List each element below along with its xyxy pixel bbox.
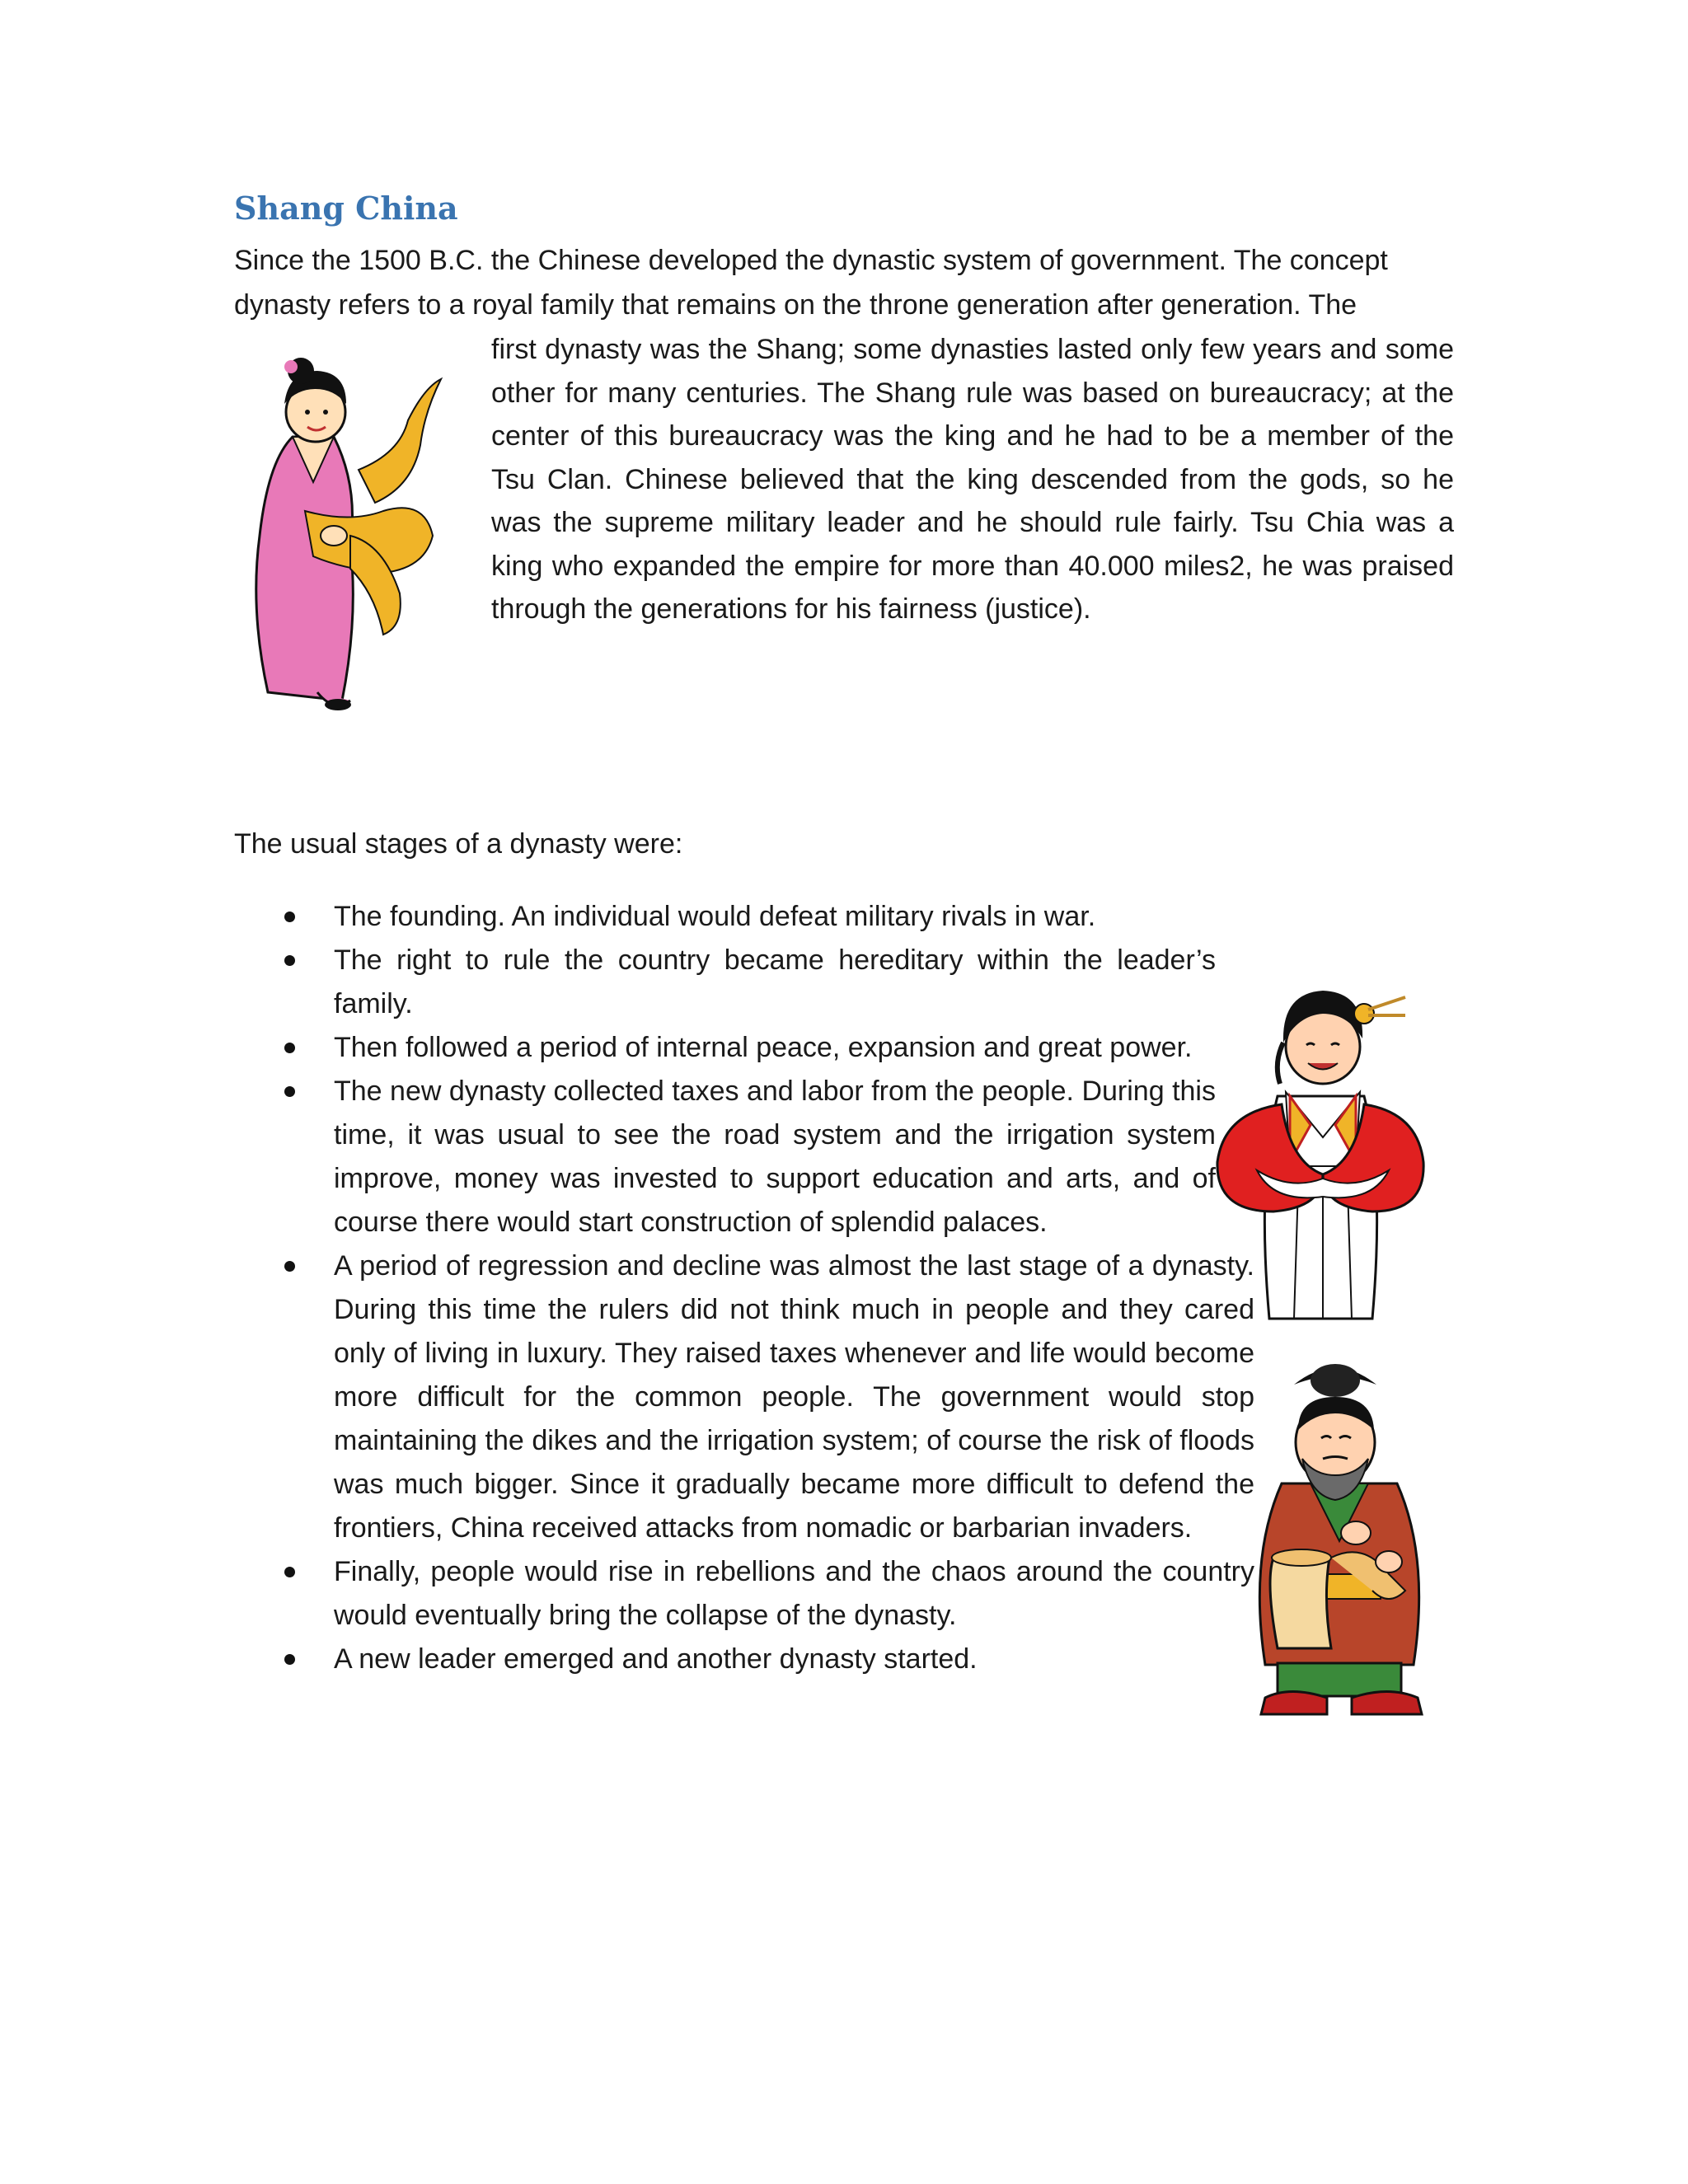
list-item (276, 939, 1216, 1026)
list-item (276, 1244, 1254, 1550)
woman-in-pink-robe-icon (235, 346, 466, 717)
woman-in-red-white-robe-icon (1207, 972, 1438, 1327)
bullet-icon (284, 1043, 295, 1053)
bullet-icon (284, 1261, 295, 1272)
intro-line-1: Since the 1500 B.C. the Chinese developed the dynastic system of government. The concept (234, 245, 1388, 276)
list-item-text: Then followed a period of internal peace, expansion and great power. (334, 1032, 1193, 1063)
list-item-text: The new dynasty collected taxes and labor from the people. During this time, it was usual to see the road system and the irrigation system improve, money was invested to support education and arts, and of course there would start construction of splendid palaces. (334, 1076, 1216, 1238)
page-title: Shang China (234, 190, 458, 227)
stages-list (276, 895, 1254, 1681)
bullet-icon (284, 1654, 295, 1665)
bullet-icon (284, 955, 295, 966)
list-item-text: A period of regression and decline was almost the last stage of a dynasty. During this time the rulers did not think much in people and they cared only of living in luxury. They raised taxes whenever and life would become more difficult for the common people. The government would stop maintaining the dikes and the irrigation system; of course the risk of floods was much bigger. Since it gradually became more difficult to defend the frontiers, China received attacks from nomadic or barbarian invaders. (334, 1250, 1254, 1544)
list-item-text: The founding. An individual would defeat military rivals in war. (334, 901, 1096, 932)
list-item (276, 1026, 1216, 1070)
list-item-text: The right to rule the country became hereditary within the leader’s family. (334, 944, 1216, 1019)
list-item (276, 895, 1240, 939)
stages-heading: The usual stages of a dynasty were: (234, 828, 683, 860)
list-item-text: A new leader emerged and another dynasty started. (334, 1643, 978, 1675)
bullet-icon (284, 1567, 295, 1577)
man-with-scroll-icon (1232, 1352, 1447, 1739)
intro-line-2: dynasty refers to a royal family that remains on the throne generation after generation. The (234, 289, 1357, 321)
list-item (276, 1638, 1254, 1681)
bullet-icon (284, 1086, 295, 1097)
list-item (276, 1070, 1216, 1244)
bullet-icon (284, 912, 295, 922)
list-item-text: Finally, people would rise in rebellions and the chaos around the country would eventually bring the collapse of the dynasty. (334, 1556, 1254, 1631)
list-item (276, 1550, 1254, 1638)
intro-paragraph: first dynasty was the Shang; some dynasties lasted only few years and some other for many centuries. The Shang rule was based on bureaucracy; at the center of this bureaucracy was the king and he had to be a member of the Tsu Clan. Chinese believed that the king descended from the gods, so he was the supreme military leader and he should rule fairly. Tsu Chia was a king who expanded the empire for more than 40.000 miles2, he was praised through the generations for his fairness (justice). (491, 334, 1454, 625)
